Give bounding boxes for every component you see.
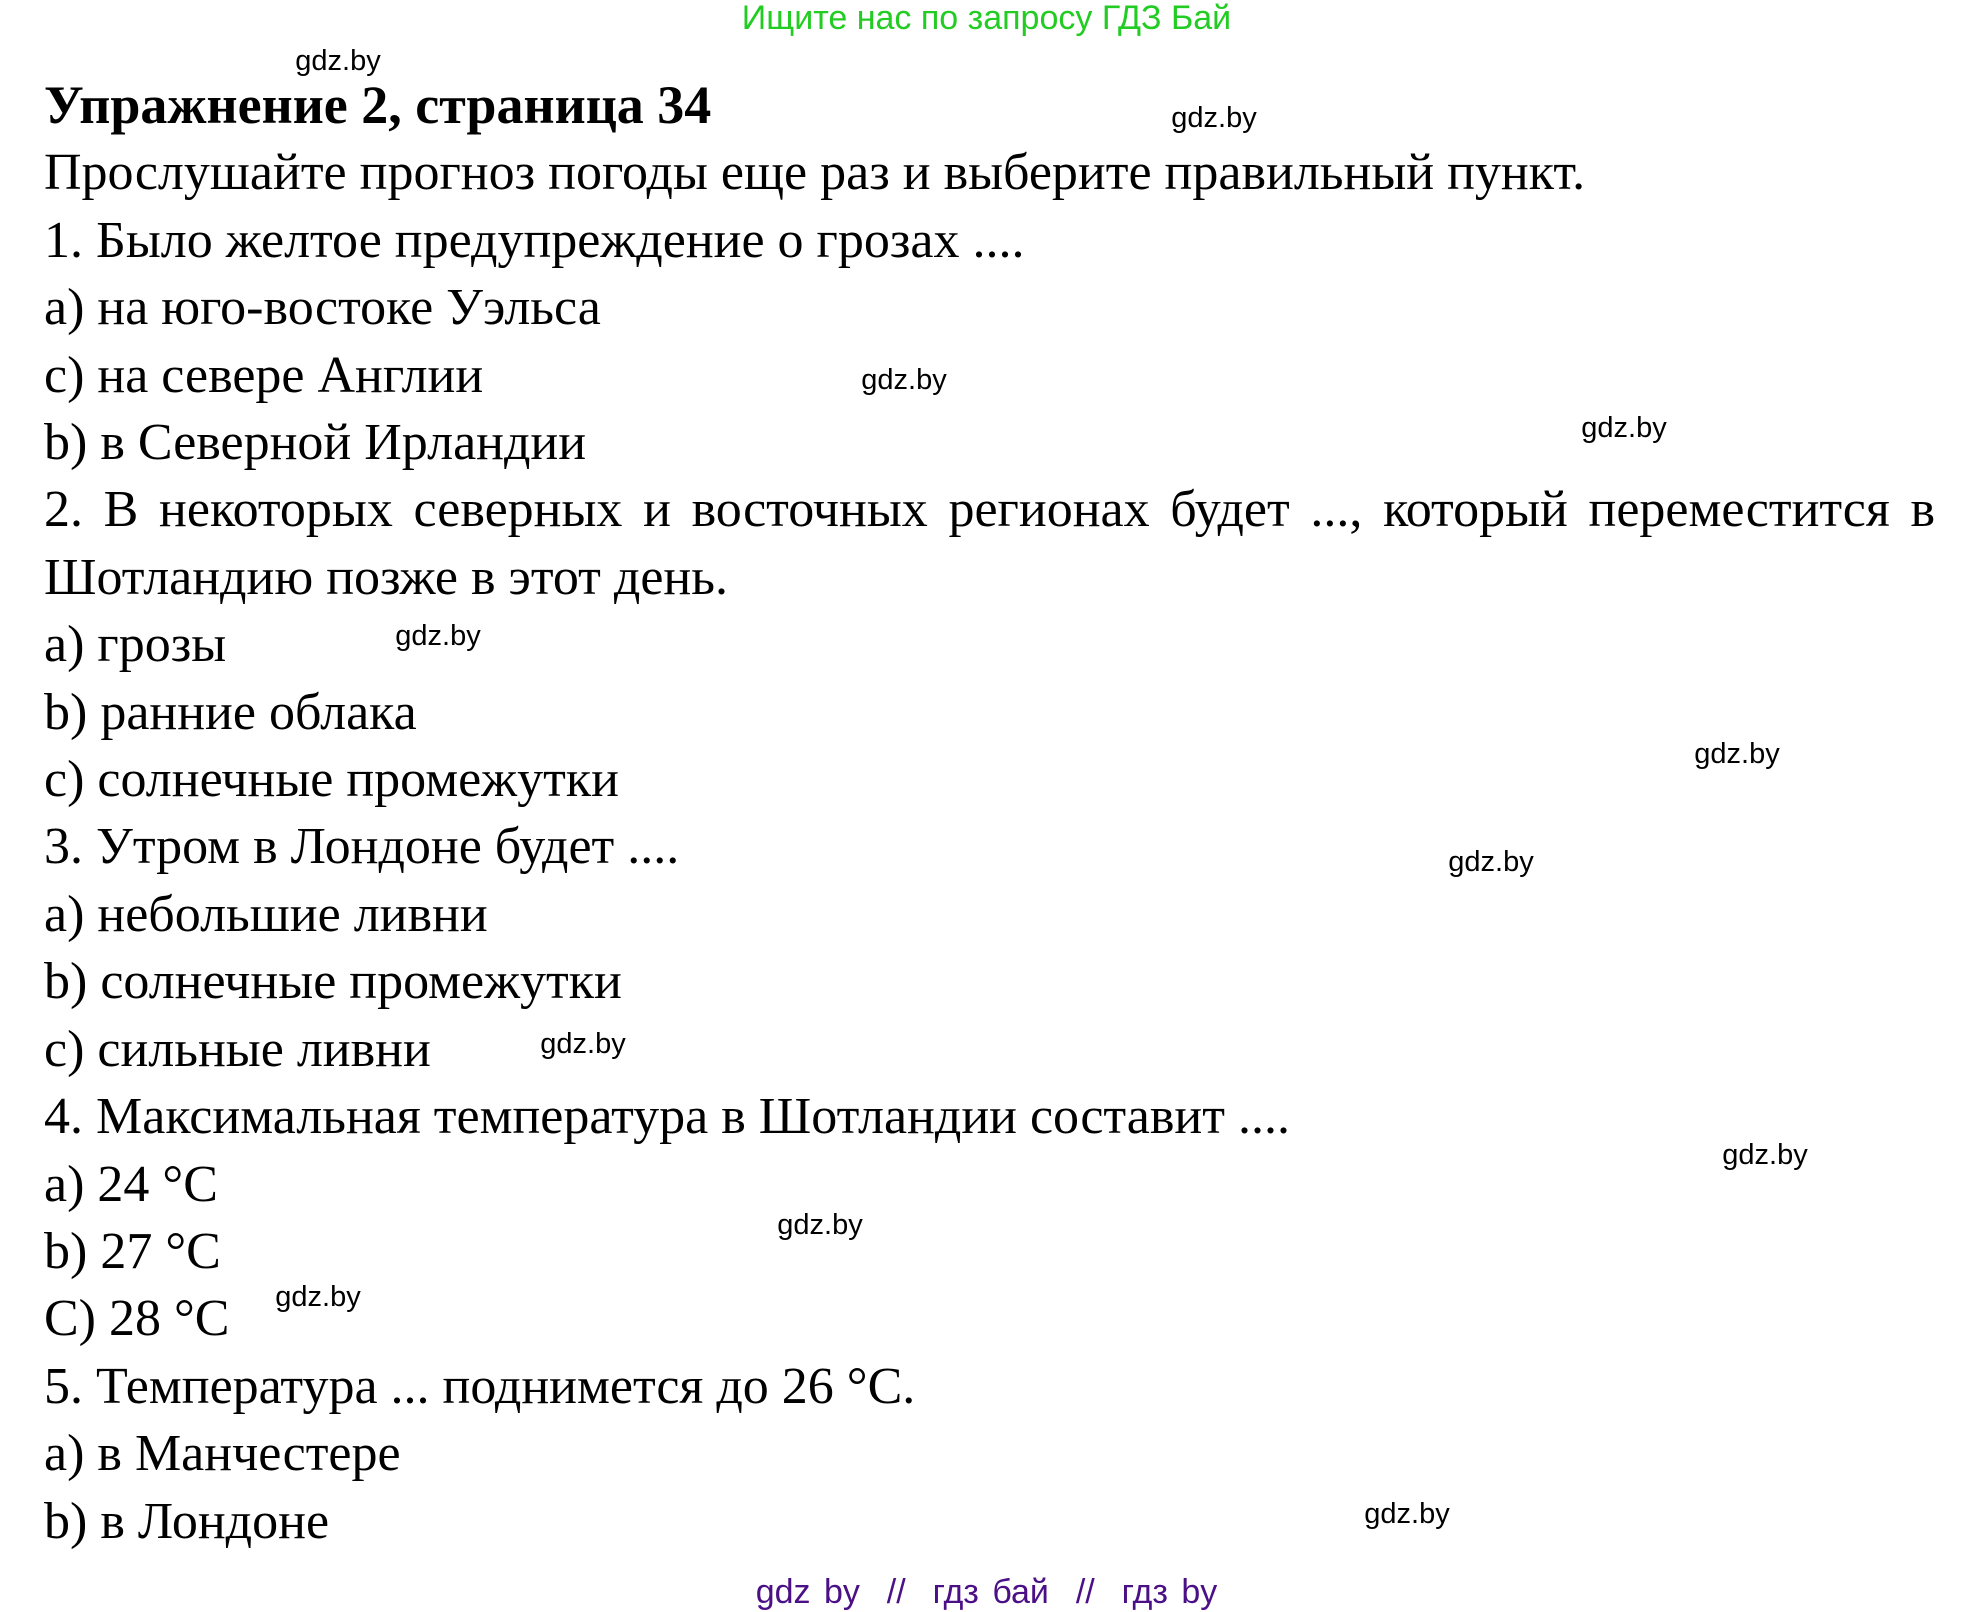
option: a) на юго-востоке Уэльса	[44, 279, 601, 337]
footer-text: gdz by // гдз бай // гдз by	[755, 1573, 1218, 1611]
watermark: gdz.by	[1722, 1139, 1808, 1171]
watermark: gdz.by	[395, 620, 481, 652]
option: b) ранние облака	[44, 683, 417, 741]
watermark: gdz.by	[1694, 738, 1780, 770]
question-3: 3. Утром в Лондоне будет ....	[44, 818, 680, 876]
exercise-content	[44, 72, 1935, 1555]
watermark: gdz.by	[1581, 412, 1667, 444]
instruction: Прослушайте прогноз погоды еще раз и выберите правильный пункт.	[44, 144, 1586, 202]
option: c) на севере Англии	[44, 346, 484, 404]
watermark: gdz.by	[861, 364, 947, 396]
option: a) небольшие ливни	[44, 885, 488, 943]
page-title: Упражнение 2, страница 34	[44, 75, 712, 135]
option: b) 27 °C	[44, 1222, 221, 1280]
option: a) грозы	[44, 616, 227, 674]
option: c) солнечные промежутки	[44, 751, 619, 809]
option: b) в Северной Ирландии	[44, 414, 587, 472]
question-1: 1. Было желтое предупреждение о грозах ....	[44, 211, 1025, 269]
watermark: gdz.by	[275, 1281, 361, 1313]
option: C) 28 °C	[44, 1290, 230, 1348]
option: b) в Лондоне	[44, 1492, 330, 1550]
option: a) 24 °C	[44, 1155, 218, 1213]
watermark: gdz.by	[1448, 846, 1534, 878]
footer-banner	[0, 1572, 1973, 1612]
option: b) солнечные промежутки	[44, 953, 622, 1011]
watermark: gdz.by	[540, 1028, 626, 1060]
watermark: gdz.by	[777, 1209, 863, 1241]
watermark: gdz.by	[1364, 1498, 1450, 1530]
option: c) сильные ливни	[44, 1020, 431, 1078]
question-5: 5. Температура ... поднимется до 26 °C.	[44, 1357, 916, 1415]
search-banner: Ищите нас по запросу ГДЗ Бай	[741, 0, 1232, 37]
question-4: 4. Максимальная температура в Шотландии составит ....	[44, 1088, 1290, 1146]
question-2: 2. В некоторых северных и восточных регионах будет ..., который переместится в Шотландию позже в этот день.	[44, 481, 1935, 606]
watermark: gdz.by	[1171, 102, 1257, 134]
watermark: gdz.by	[295, 45, 381, 77]
option: a) в Манчестере	[44, 1425, 401, 1483]
